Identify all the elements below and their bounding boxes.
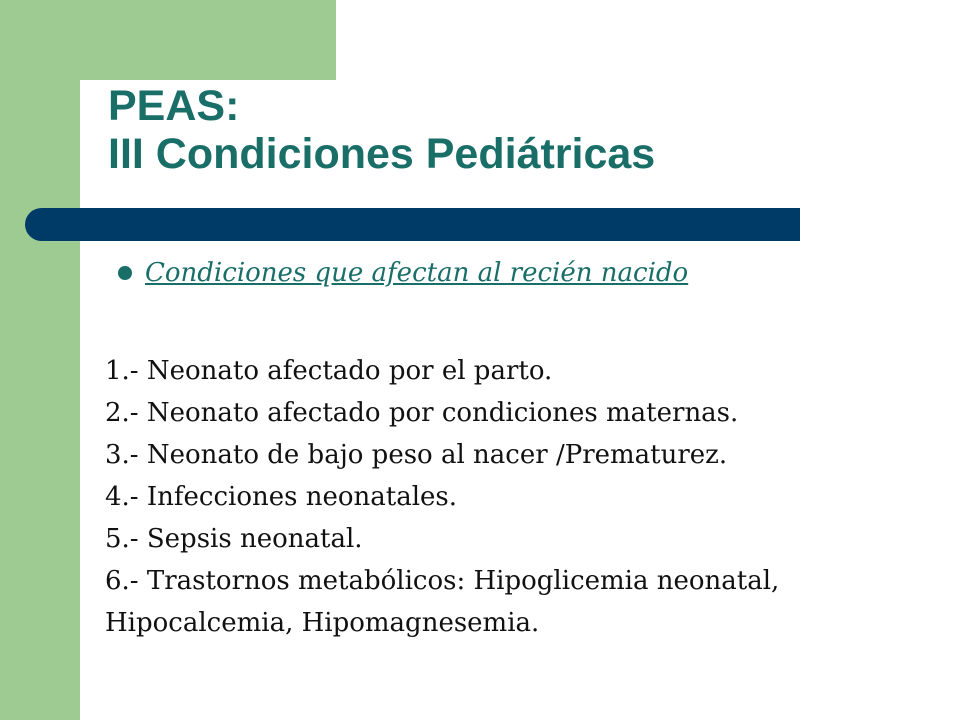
top-accent-block [0,0,336,80]
list-item: Hipocalcemia, Hipomagnesemia. [105,608,540,638]
newborn-conditions-link[interactable]: Condiciones que afectan al recién nacido [145,258,689,288]
list-item: 5.- Sepsis neonatal. [105,524,363,554]
slide-title [108,82,655,178]
list-item: 2.- Neonato afectado por condiciones maternas. [105,398,739,428]
list-item: 3.- Neonato de bajo peso al nacer /Prematurez. [105,440,728,470]
list-item: 1.- Neonato afectado por el parto. [105,356,553,386]
list-item: 4.- Infecciones neonatales. [105,482,458,512]
title-line-2: III Condiciones Pediátricas [108,130,656,178]
bullet-item [118,258,688,288]
title-line-1: PEAS: [108,82,240,130]
bullet-dot-icon [118,266,132,280]
list-item: 6.- Trastornos metabólicos: Hipoglicemia neonatal, [105,566,780,596]
left-accent-strip [0,0,80,720]
conditions-list [105,350,779,644]
title-divider-bar [25,208,800,241]
